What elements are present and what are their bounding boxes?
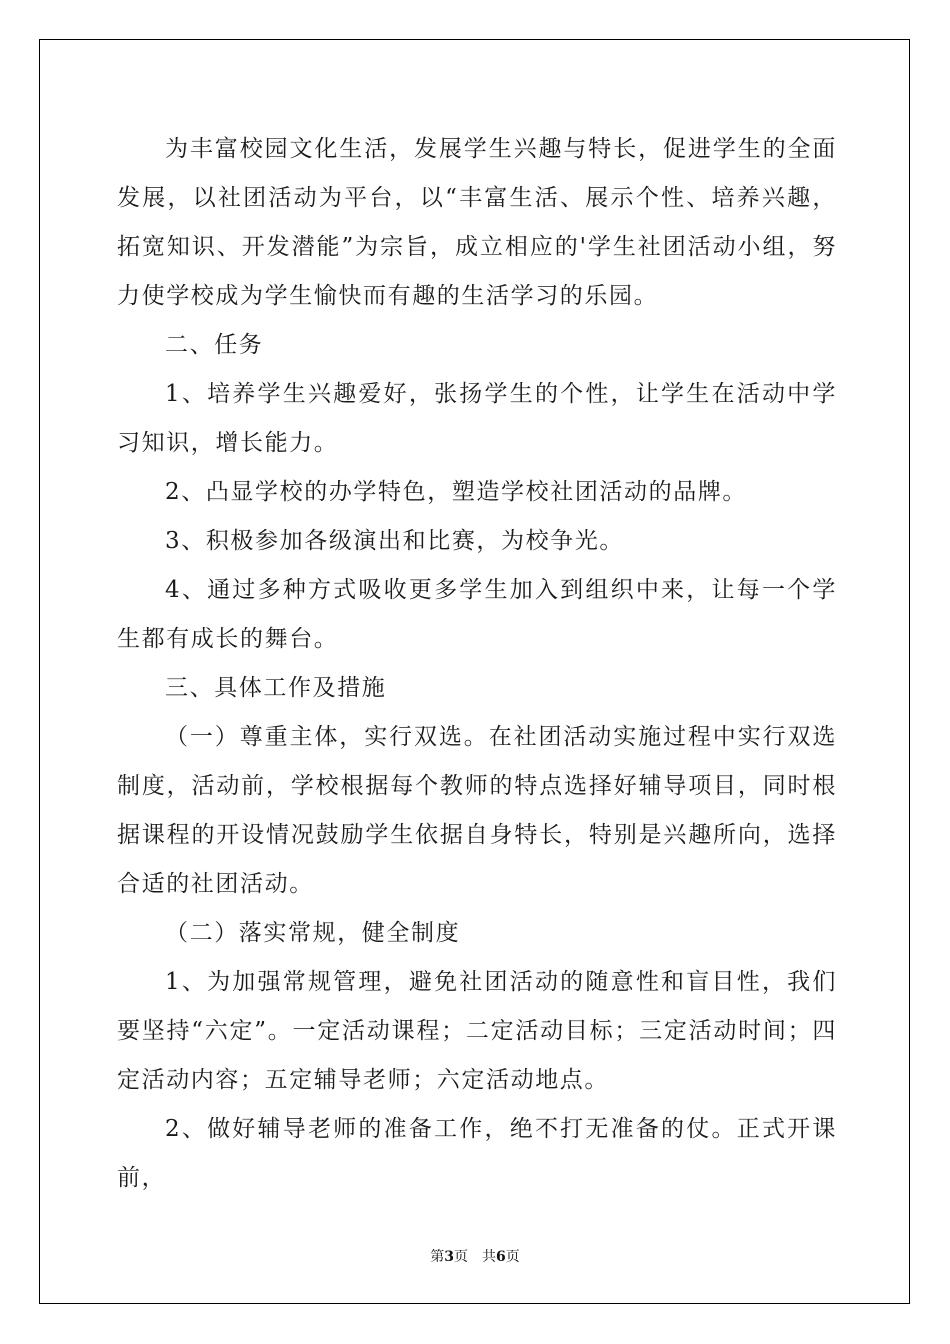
page-current-number: 3	[444, 1249, 454, 1265]
page-footer	[0, 1246, 950, 1266]
task-item-2: 2、凸显学校的办学特色，塑造学校社团活动的品牌。	[165, 479, 748, 505]
page-prefix: 第	[430, 1249, 445, 1265]
heading-measures: 三、具体工作及措施	[165, 675, 387, 701]
total-prefix: 共	[482, 1249, 496, 1265]
task-item-1: 1、培养学生兴趣爱好，张扬学生的个性，让学生在活动中学习知识，增长能力。	[117, 381, 837, 456]
measure-2-item-1: 1、为加强常规管理，避免社团活动的随意性和盲目性，我们要坚持“六定”。一定活动课程；二定活动目标；三定活动时间；四定活动内容；五定辅导老师；六定活动地点。	[117, 969, 837, 1093]
measure-2-item-2: 2、做好辅导老师的准备工作，绝不打无准备的仗。正式开课前，	[117, 1116, 837, 1191]
total-suffix: 页	[505, 1249, 520, 1265]
task-item-3: 3、积极参加各级演出和比赛，为校争光。	[165, 528, 625, 554]
measure-1-paragraph: （一）尊重主体，实行双选。在社团活动实施过程中实行双选制度，活动前，学校根据每个教师的特点选择好辅导项目，同时根据课程的开设情况鼓励学生依据自身特长，特别是兴趣所向，选择合适的社团活动。	[117, 724, 837, 897]
document-body	[117, 125, 837, 1203]
page-suffix: 页	[454, 1249, 468, 1265]
heading-tasks: 二、任务	[165, 332, 264, 358]
page-total-number: 6	[496, 1249, 506, 1265]
paragraph-intro: 为丰富校园文化生活，发展学生兴趣与特长，促进学生的全面发展，以社团活动为平台，以“丰富生活、展示个性、培养兴趣，拓宽知识、开发潜能”为宗旨，成立相应的'学生社团活动小组，努力使学校成为学生愉快而有趣的生活学习的乐园。	[117, 136, 837, 309]
measure-2-heading: （二）落实常规，健全制度	[165, 920, 461, 946]
task-item-4: 4、通过多种方式吸收更多学生加入到组织中来，让每一个学生都有成长的舞台。	[117, 577, 837, 652]
